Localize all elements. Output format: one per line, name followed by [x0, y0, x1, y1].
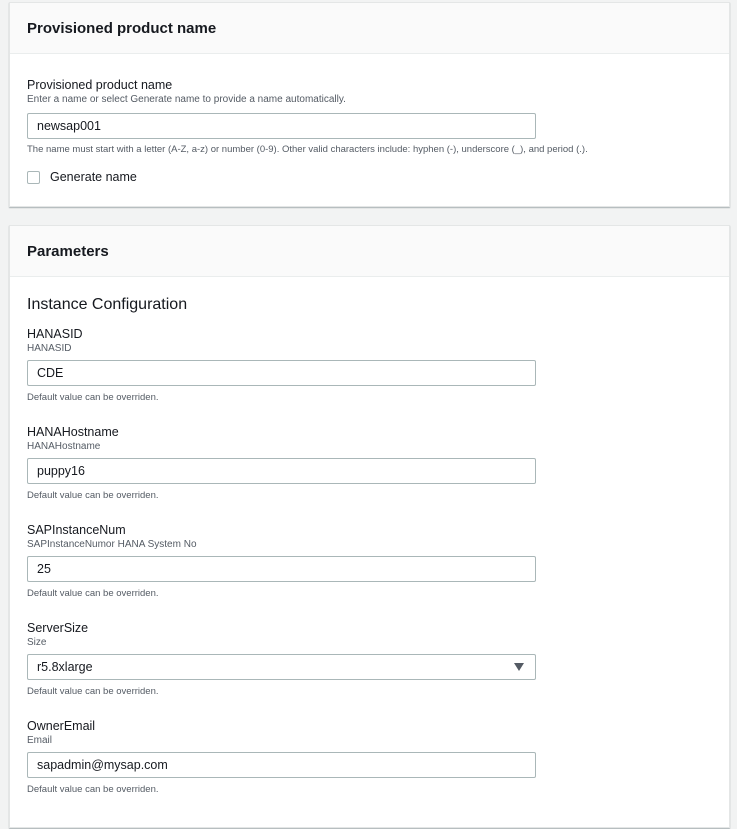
field-description: SAPInstanceNumor HANA System No [27, 539, 197, 550]
generate-name-checkbox-row[interactable] [27, 170, 712, 184]
provisioned-product-name-panel [9, 2, 730, 207]
field-hint: Default value can be overriden. [27, 686, 159, 697]
field-hanahostname [27, 425, 712, 523]
input-value: CDE [37, 366, 64, 380]
field-hanasid [27, 327, 712, 425]
field-hint: Default value can be overriden. [27, 392, 159, 403]
field-label: HANASID [27, 327, 83, 341]
field-hint: Default value can be overriden. [27, 490, 159, 501]
hanasid-input[interactable] [27, 360, 536, 386]
field-description: Enter a name or select Generate name to provide a name automatically. [27, 94, 346, 105]
field-label: OwnerEmail [27, 719, 96, 733]
field-hint: Default value can be overriden. [27, 784, 159, 795]
serversize-select[interactable] [27, 654, 536, 680]
field-description: HANAHostname [27, 441, 101, 452]
field-label: Provisioned product name [27, 78, 173, 92]
field-description: Size [27, 637, 47, 648]
input-value: sapadmin@mysap.com [37, 758, 168, 772]
field-sapinstancenum [27, 523, 712, 621]
field-owneremail [27, 719, 712, 817]
field-label: HANAHostname [27, 425, 119, 439]
generate-name-checkbox[interactable] [27, 171, 40, 184]
panel-title: Parameters [10, 226, 729, 277]
panel-title: Provisioned product name [10, 3, 729, 54]
field-description: HANASID [27, 343, 72, 354]
field-hint: Default value can be overriden. [27, 588, 159, 599]
constraint-text: The name must start with a letter (A-Z, a-z) or number (0-9). Other valid characters include: hyphen (-), underscore (_), and period (.). [27, 144, 588, 155]
field-label: ServerSize [27, 621, 89, 635]
field-serversize [27, 621, 712, 719]
field-label: SAPInstanceNum [27, 523, 126, 537]
parameters-panel [9, 225, 730, 828]
input-value: newsap001 [37, 119, 101, 133]
input-value: 25 [37, 562, 51, 576]
caret-down-icon [514, 663, 524, 671]
hanahostname-input[interactable] [27, 458, 536, 484]
section-title: Instance Configuration [27, 296, 188, 313]
generate-name-label: Generate name [50, 170, 137, 184]
input-value: puppy16 [37, 464, 85, 478]
sapinstancenum-input[interactable] [27, 556, 536, 582]
select-value: r5.8xlarge [37, 660, 93, 674]
owneremail-input[interactable] [27, 752, 536, 778]
field-description: Email [27, 735, 53, 746]
provisioned-product-name-input[interactable] [27, 113, 536, 139]
